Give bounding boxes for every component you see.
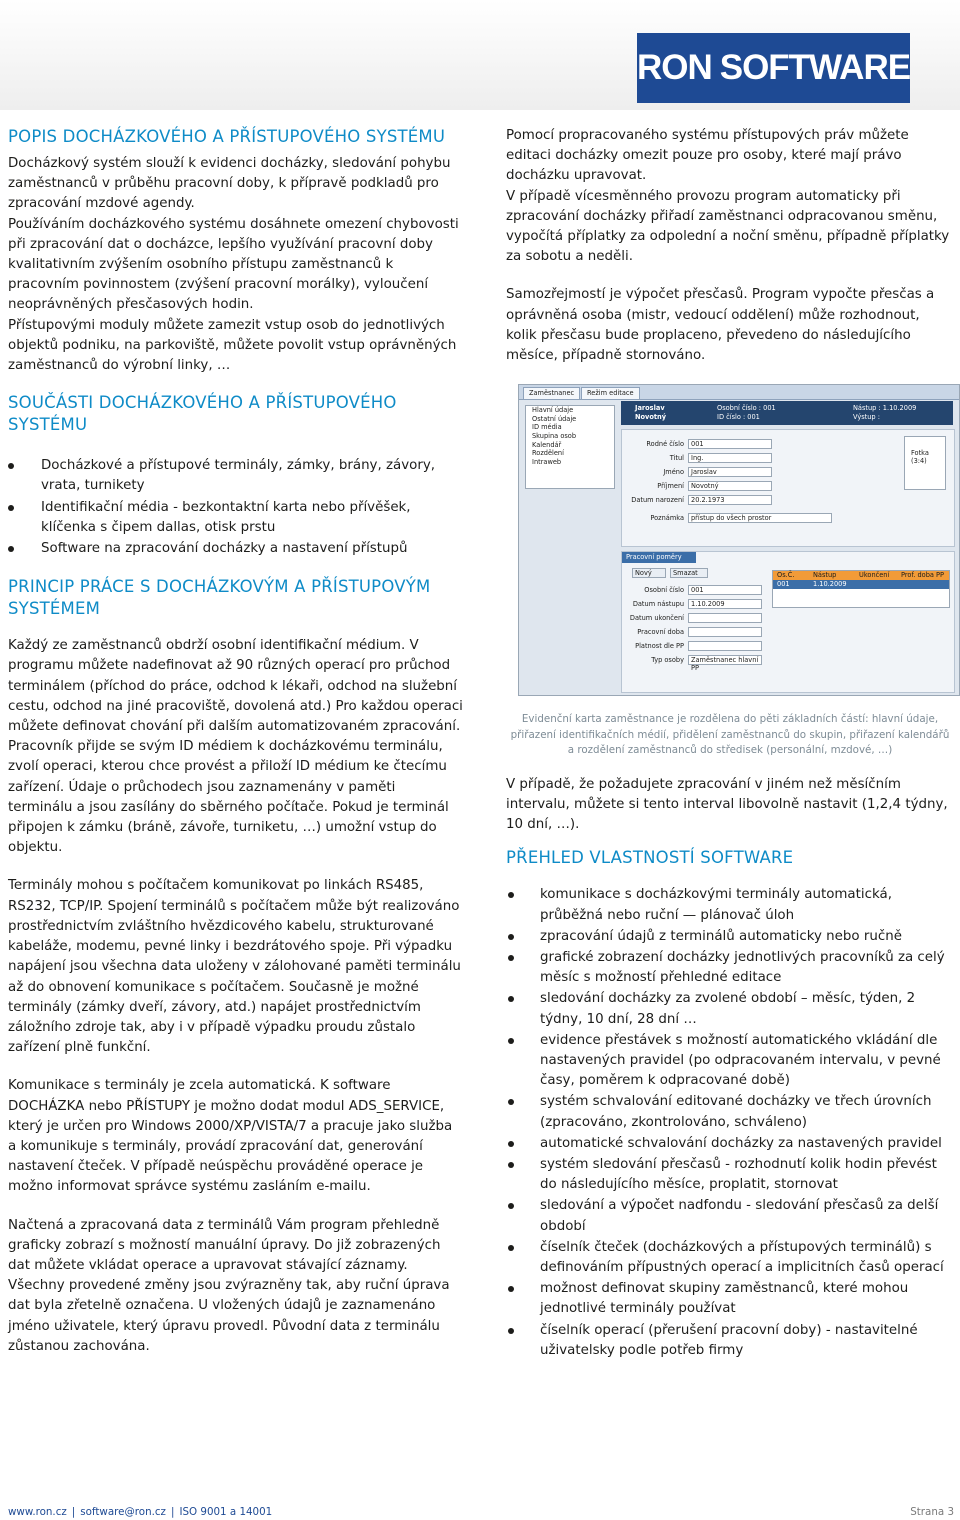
paragraph: Používáním docházkového systému dosáhnete omezení chybovosti při zpracování dat o docházce, lepšího využívání pracovní doby kvalitativním zvýšením osobního přístupu zaměstnanců k pracovním povinnostem (zvýšení pracovní morálky), vyloučení neoprávněných přesčasových hodin.	[8, 216, 459, 313]
photo-placeholder: Fotka (3:4)	[904, 436, 946, 490]
email-link[interactable]: software@ron.cz	[80, 1506, 166, 1518]
employment-grid: Os.Č. Nástup Ukončení Prof. doba PP 001 1.10.2009	[772, 570, 950, 608]
page-number: Strana 3	[910, 1506, 954, 1518]
paragraph: Terminály mohou s počítačem komunikovat po linkách RS485, RS232, TCP/IP. Spojení terminálů s počítačem může být realizováno prostřednictvím zvláštního hvězdicového kabelu, strukturované kabeláže, modemu, pevné linky i bezdrátového spoje. Při výpadku napájení jsou všechna data uloženy v zálohované paměti terminálu až do obnovení komunikace s počítačem. Současně je možné terminály (zámky dveří, závory, atd.) napájet prostřednictvím záložního zdroje tak, aby i v případě výpadku proudu zůstalo zařízení plně funkční.	[8, 878, 461, 1056]
paragraph: Každý ze zaměstnanců obdrží osobní identifikační médium. V programu můžete nadefinovat až 90 různých operací pro průchod terminálem (příchod do práce, odchod k lékaři, odchod na služební cestu, odchod na jiné pracoviště, dovolená atd.) Pro každou operaci můžete definovat chování při dalším automatizovaném zpracování.	[8, 638, 463, 735]
list-item: sledování docházky za zvolené období – měsíc, týden, 2 týdny, 10 dní, 28 dní …	[506, 989, 954, 1029]
left-column	[8, 126, 463, 1357]
nav-item: Intraweb	[532, 457, 562, 466]
nav-item: ID média	[532, 423, 562, 432]
ron-software-logo: RON SOFTWARE	[637, 33, 910, 103]
nav-item: Hlavní údaje	[532, 406, 574, 415]
screenshot-tabbar	[519, 385, 959, 400]
features-list	[506, 885, 954, 1361]
list-item: Docházkové a přístupové terminály, zámky, brány, závory, vrata, turnikety	[8, 456, 463, 496]
list-item: automatické schvalování docházky za nastavených pravidel	[506, 1134, 954, 1154]
heading-prehled: PŘEHLED VLASTNOSTÍ SOFTWARE	[506, 848, 794, 868]
right-column	[506, 126, 954, 1362]
list-item: Identifikační média - bezkontaktní karta nebo přívěšek, klíčenka s čipem dallas, otisk prstu	[8, 498, 463, 538]
iso-label: ISO 9001 a 14001	[179, 1506, 273, 1518]
software-screenshot	[518, 384, 960, 696]
list-item: komunikace s docházkovými terminály automatická, průběžná nebo ruční — plánovač úloh	[506, 885, 954, 925]
list-item: zpracování údajů z terminálů automaticky nebo ručně	[506, 927, 954, 947]
list-item: systém schvalování editované docházky ve třech úrovních (zpracováno, zkontrolováno, schváleno)	[506, 1092, 954, 1132]
heading-princip: PRINCIP PRÁCE S DOCHÁZKOVÝM A PŘÍSTUPOVÝM SYSTÉMEM	[8, 577, 431, 619]
tab-rezim-editace: Režim editace	[581, 387, 640, 399]
employment-panel: Pracovní poměry Nový Smazat Osobní číslo 001 Datum nástupu 1.10.2009 Datum ukončení Pracovní doba Platnost dle PP Typ osoby Zaměstnanec hlavní PP Os.Č. Nástup Ukončení Prof. doba PP 001 1.10.2009	[621, 551, 955, 693]
nav-item: Skupina osob	[532, 432, 577, 441]
heading-soucasti: SOUČÁSTI DOCHÁZKOVÉHO A PŘÍSTUPOVÉHO SYSTÉMU	[8, 393, 397, 435]
list-item: grafické zobrazení docházky jednotlivých pracovníků za celý měsíc s možností přehledné editace	[506, 948, 954, 988]
heading-popis: POPIS DOCHÁZKOVÉHO A PŘÍSTUPOVÉHO SYSTÉMU	[8, 127, 446, 146]
screenshot-caption: Evidenční karta zaměstnance je rozdělena do pěti základních částí: hlavní údaje, přiřazení identifikačních médií, přidělení zaměstnanců do skupin, přiřazení kalendářů a rozdělení zaměstnanců do středisek (personální, mzdové, …)	[510, 713, 950, 757]
list-item: číselník operací (přerušení pracovní doby) - nastavitelné uživatelsky podle potřeb firmy	[506, 1321, 954, 1361]
list-item: evidence přestávek s možností automatického vkládání dle nastavených pravidel (po odpracovaném intervalu, v pevné časy, poměrem k odpracované době)	[506, 1031, 954, 1092]
nav-item: Rozdělení	[532, 449, 564, 458]
list-item: sledování a výpočet nadfondu - sledování přesčasů za delší období	[506, 1196, 954, 1236]
new-button: Nový	[632, 568, 666, 578]
paragraph: Komunikace s terminály je zcela automatická. K software DOCHÁZKA nebo PŘÍSTUPY je možno dodat modul ADS_SERVICE, který je určen pro Windows 2000/XP/VISTA/7 a pracuje jako služba a komunikuje s terminály, provádí zpracování dat, generování nastavení čteček. V případě neúspěchu prováděné operace je možno informovat správce systému zasláním e-mailu.	[8, 1078, 453, 1195]
employee-header: Jaroslav Novotný Osobní číslo : 001 ID číslo : 001 Nástup : 1.10.2009 Výstup :	[621, 401, 953, 425]
paragraph: Přístupovými moduly můžete zamezit vstup osob do jednotlivých objektů podniku, na parkoviště, můžete povolit vstup oprávněných zaměstnanců do výrobní linky, …	[8, 317, 457, 374]
footer: www.ron.cz | software@ron.cz | ISO 9001 a 14001 Strana 3	[8, 1506, 954, 1518]
tab-zamestnanec: Zaměstnanec	[523, 387, 580, 399]
delete-button: Smazat	[670, 568, 708, 578]
employee-form: Rodné číslo 001 Titul Ing. Jméno Jaroslav Příjmení Novotný Datum narození 20.2.1973 Poznámka přístup do všech prostor Fotka (3:4)	[621, 429, 955, 547]
nav-item: Ostatní údaje	[532, 414, 577, 423]
list-item: číselník čteček (docházkových a přístupových terminálů) s definováním přípustných operací a implicitních časů operací	[506, 1238, 954, 1278]
paragraph: Načtená a zpracovaná data z terminálů Vám program přehledně graficky zobrazí s možností manuální úpravy. Do již zobrazených dat můžete vkládat operace a upravovat stávající záznamy. Všechny provedené změny jsou zvýrazněny tak, aby ruční úprava dat byla zřetelně označena. U vložených údajů je zaznamenáno jméno uživatele, který úpravu provedl. Původní data z terminálu zůstanou zachována.	[8, 1217, 450, 1354]
list-item: Software na zpracování docházky a nastavení přístupů	[8, 539, 463, 559]
list-item: systém sledování přesčasů - rozhodnutí kolik hodin převést do následujícího měsíce, proplatit, stornovat	[506, 1155, 954, 1195]
paragraph: Pomocí propracovaného systému přístupových práv můžete editaci docházky omezit pouze pro osoby, které mají právo docházku upravovat.	[506, 128, 909, 184]
website-link[interactable]: www.ron.cz	[8, 1506, 67, 1518]
paragraph: Docházkový systém slouží k evidenci docházky, sledování pohybu zaměstnanců v průběhu pracovní doby, k přípravě podkladů pro zpracování mzdové agendy.	[8, 156, 451, 212]
paragraph: V případě vícesměnného provozu program automaticky při zpracování docházky přiřadí zaměstnanci odpracovanou směnu, vypočítá příplatky za odpolední a noční směnu, případně příplatky za sobotu a neděli.	[506, 188, 950, 265]
paragraph: V případě, že požadujete zpracování v jiném než měsíčním intervalu, můžete si tento interval libovolně nastavit (1,2,4 týdny, 10 dní, …).	[506, 776, 948, 833]
paragraph: Pracovník přijde se svým ID médiem k docházkovému terminálu, zvolí operaci, kterou chce provést a přiloží ID médium ke čtecímu zařízení. Údaje o průchodech jsou zaznamenány v paměti terminálu a jsou zasílány do sběrného počítače. Pokud je terminál připojen k zámku (bráně, závoře, turniketu, …) umožní vstup do objektu.	[8, 739, 449, 856]
list-item: možnost definovat skupiny zaměstnanců, které mohou jednotlivé terminály používat	[506, 1279, 954, 1319]
paragraph: Samozřejmostí je výpočet přesčasů. Program vypočte přesčas a oprávněná osoba (mistr, vedoucí oddělení) může rozhodnout, kolik přesčasu bude proplaceno, převedeno do následujícího měsíce, případně stornováno.	[506, 287, 935, 364]
screenshot-nav	[525, 405, 615, 489]
components-list	[8, 456, 463, 559]
nav-item: Kalendář	[532, 440, 562, 449]
